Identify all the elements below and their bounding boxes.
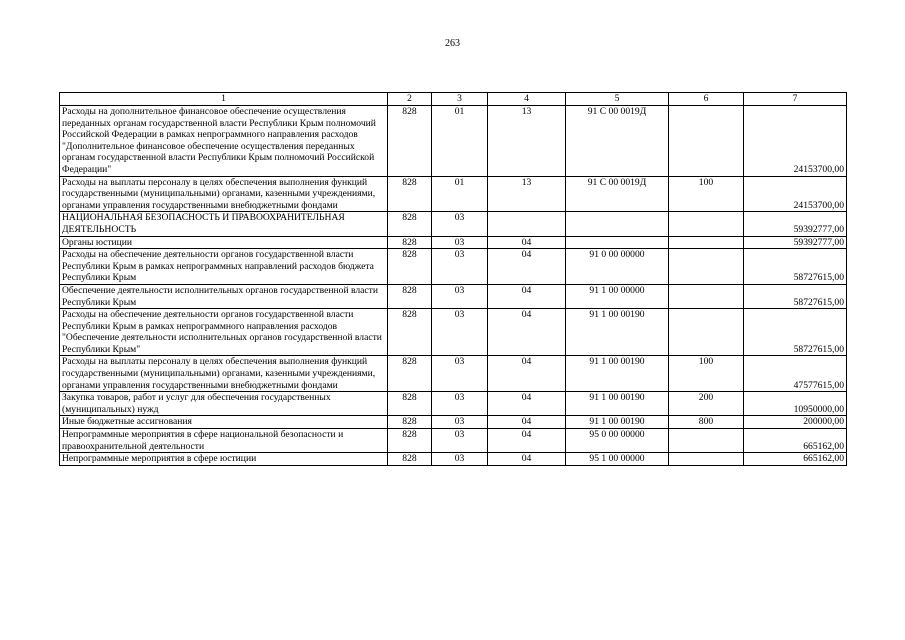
table-row xyxy=(60,309,847,356)
description-cell: Непрограммные мероприятия в сфере национальной безопасности и правоохранительной деятельности xyxy=(60,429,388,453)
code-cell: 828 xyxy=(388,356,432,392)
subsection-cell: 13 xyxy=(488,106,566,177)
description-cell: Закупка товаров, работ и услуг для обеспечения государственных (муниципальных) нужд xyxy=(60,392,388,416)
table-row xyxy=(60,212,847,236)
table-row xyxy=(60,453,847,466)
subsection-cell: 04 xyxy=(488,453,566,466)
amount-cell: 665162,00 xyxy=(744,429,847,453)
code-cell: 828 xyxy=(388,249,432,285)
table-row xyxy=(60,429,847,453)
section-cell: 03 xyxy=(432,284,488,308)
budget-table-body xyxy=(60,93,847,466)
expense-type-cell xyxy=(669,429,744,453)
subsection-cell: 04 xyxy=(488,429,566,453)
section-cell: 03 xyxy=(432,249,488,285)
amount-cell: 59392777,00 xyxy=(744,236,847,249)
target-article-cell: 95 0 00 00000 xyxy=(566,429,669,453)
subsection-cell: 04 xyxy=(488,249,566,285)
description-cell: Расходы на обеспечение деятельности органов государственной власти Республики Крым в рамках непрограммных направлений расходов бюджета Республики Крым xyxy=(60,249,388,285)
table-row xyxy=(60,284,847,308)
section-cell: 03 xyxy=(432,212,488,236)
amount-cell: 58727615,00 xyxy=(744,249,847,285)
section-cell: 03 xyxy=(432,453,488,466)
target-article-cell: 95 1 00 00000 xyxy=(566,453,669,466)
description-cell: Расходы на выплаты персоналу в целях обеспечения выполнения функций государственными (муниципальными) органами, казенными учреждениями, органами управления государственными внебюджетными фондами xyxy=(60,356,388,392)
header-cell-3: 3 xyxy=(432,93,488,106)
table-row xyxy=(60,416,847,429)
amount-cell: 47577615,00 xyxy=(744,356,847,392)
header-cell-4: 4 xyxy=(488,93,566,106)
subsection-cell: 04 xyxy=(488,416,566,429)
expense-type-cell: 100 xyxy=(669,356,744,392)
header-cell-7: 7 xyxy=(744,93,847,106)
target-article-cell: 91 1 00 00190 xyxy=(566,309,669,356)
section-cell: 01 xyxy=(432,106,488,177)
target-article-cell: 91 С 00 0019Д xyxy=(566,176,669,212)
expense-type-cell xyxy=(669,453,744,466)
subsection-cell: 04 xyxy=(488,356,566,392)
expense-type-cell xyxy=(669,236,744,249)
subsection-cell: 13 xyxy=(488,176,566,212)
code-cell: 828 xyxy=(388,416,432,429)
table-header-row xyxy=(60,93,847,106)
code-cell: 828 xyxy=(388,106,432,177)
code-cell: 828 xyxy=(388,236,432,249)
expense-type-cell: 200 xyxy=(669,392,744,416)
table-row xyxy=(60,392,847,416)
description-cell: Обеспечение деятельности исполнительных органов государственной власти Республики Крым xyxy=(60,284,388,308)
amount-cell: 58727615,00 xyxy=(744,284,847,308)
table-row xyxy=(60,356,847,392)
table-row xyxy=(60,106,847,177)
subsection-cell: 04 xyxy=(488,236,566,249)
expense-type-cell xyxy=(669,309,744,356)
code-cell: 828 xyxy=(388,176,432,212)
expense-type-cell xyxy=(669,249,744,285)
section-cell: 03 xyxy=(432,309,488,356)
table-row xyxy=(60,236,847,249)
page-number: 263 xyxy=(445,38,460,49)
code-cell: 828 xyxy=(388,309,432,356)
section-cell: 03 xyxy=(432,236,488,249)
header-cell-1: 1 xyxy=(60,93,388,106)
subsection-cell: 04 xyxy=(488,309,566,356)
header-cell-5: 5 xyxy=(566,93,669,106)
description-cell: Расходы на дополнительное финансовое обеспечение осуществления переданных органам государственной власти Республики Крым полномочий Российской Федерации в рамках непрограммного направления расходов "Дополнительное финансовое обеспечение осуществления переданных органам государственной власти Республики Крым полномочий Российской Федерации" xyxy=(60,106,388,177)
header-cell-2: 2 xyxy=(388,93,432,106)
subsection-cell xyxy=(488,212,566,236)
description-cell: Непрограммные мероприятия в сфере юстиции xyxy=(60,453,388,466)
target-article-cell: 91 1 00 00190 xyxy=(566,416,669,429)
description-cell: Органы юстиции xyxy=(60,236,388,249)
section-cell: 03 xyxy=(432,356,488,392)
expense-type-cell: 100 xyxy=(669,176,744,212)
expense-type-cell: 800 xyxy=(669,416,744,429)
code-cell: 828 xyxy=(388,429,432,453)
amount-cell: 24153700,00 xyxy=(744,176,847,212)
target-article-cell: 91 0 00 00000 xyxy=(566,249,669,285)
subsection-cell: 04 xyxy=(488,392,566,416)
amount-cell: 10950000,00 xyxy=(744,392,847,416)
amount-cell: 24153700,00 xyxy=(744,106,847,177)
code-cell: 828 xyxy=(388,392,432,416)
description-cell: Расходы на обеспечение деятельности органов государственной власти Республики Крым в рамках непрограммного направления расходов "Обеспечение деятельности исполнительных органов государственной власти Республики Крым" xyxy=(60,309,388,356)
amount-cell: 200000,00 xyxy=(744,416,847,429)
description-cell: Расходы на выплаты персоналу в целях обеспечения выполнения функций государственными (муниципальными) органами, казенными учреждениями, органами управления государственными внебюджетными фондами xyxy=(60,176,388,212)
code-cell: 828 xyxy=(388,284,432,308)
target-article-cell: 91 С 00 0019Д xyxy=(566,106,669,177)
target-article-cell: 91 1 00 00000 xyxy=(566,284,669,308)
target-article-cell xyxy=(566,212,669,236)
budget-table xyxy=(59,92,847,466)
section-cell: 03 xyxy=(432,429,488,453)
table-row xyxy=(60,176,847,212)
section-cell: 03 xyxy=(432,392,488,416)
section-cell: 01 xyxy=(432,176,488,212)
section-cell: 03 xyxy=(432,416,488,429)
table-row xyxy=(60,249,847,285)
target-article-cell: 91 1 00 00190 xyxy=(566,356,669,392)
description-cell: НАЦИОНАЛЬНАЯ БЕЗОПАСНОСТЬ И ПРАВООХРАНИТЕЛЬНАЯ ДЕЯТЕЛЬНОСТЬ xyxy=(60,212,388,236)
code-cell: 828 xyxy=(388,453,432,466)
target-article-cell xyxy=(566,236,669,249)
description-cell: Иные бюджетные ассигнования xyxy=(60,416,388,429)
header-cell-6: 6 xyxy=(669,93,744,106)
amount-cell: 58727615,00 xyxy=(744,309,847,356)
subsection-cell: 04 xyxy=(488,284,566,308)
target-article-cell: 91 1 00 00190 xyxy=(566,392,669,416)
expense-type-cell xyxy=(669,212,744,236)
amount-cell: 59392777,00 xyxy=(744,212,847,236)
amount-cell: 665162,00 xyxy=(744,453,847,466)
code-cell: 828 xyxy=(388,212,432,236)
expense-type-cell xyxy=(669,106,744,177)
expense-type-cell xyxy=(669,284,744,308)
